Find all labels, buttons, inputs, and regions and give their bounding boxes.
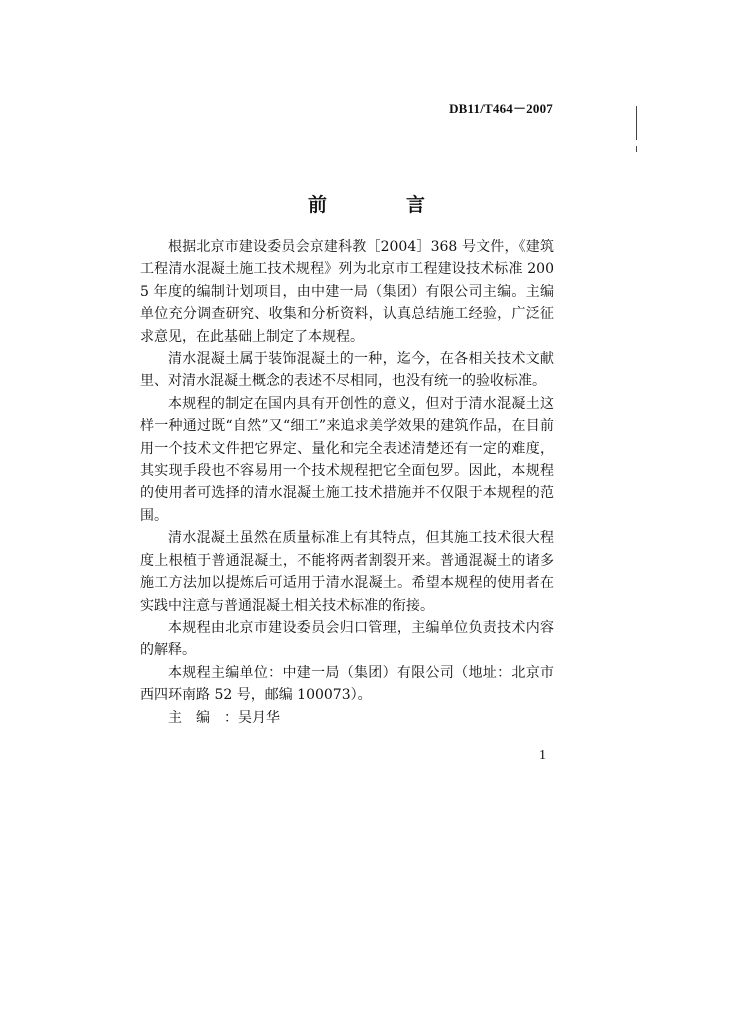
page-number: 1: [539, 748, 546, 763]
editor-separator: ：: [224, 709, 238, 726]
paragraph: 根据北京市建设委员会京建科教［2004］368 号文件，《建筑工程清水混凝土施工技术规程》列为北京市工程建设技术标准 2005 年度的编制计划项目，由中建一局（集团）有限公司主编。主编单位充分调查研究、收集和分析资料，认真总结施工经验，广泛征求意见，在此基础上制定了本规程。: [140, 239, 554, 345]
edge-mark: [636, 146, 637, 152]
page-title: 前 言: [307, 194, 455, 216]
editor-line: [140, 707, 554, 729]
paragraph: 清水混凝土属于装饰混凝土的一种，迄今，在各相关技术文献里、对清水混凝土概念的表述不尽相同，也没有统一的验收标准。: [140, 351, 554, 390]
document-code: DB11/T464－2007: [449, 101, 553, 116]
paragraph: 本规程主编单位：中建一局（集团）有限公司（地址：北京市西四环南路 52 号，邮编 100073）。: [140, 664, 554, 704]
paragraph: 本规程的制定在国内具有开创性的意义，但对于清水混凝土这样一种通过既“自然”又“细工”来追求美学效果的建筑作品，在目前用一个技术文件把它界定、量化和完全表述清楚还有一定的难度，其实现手段也不容易用一个技术规程把它全面包罗。因此，本规程的使用者可选择的清水混凝土施工技术措施并不仅限于本规程的范围。: [140, 395, 554, 524]
edge-mark: [636, 106, 637, 140]
editor-label: 主编: [168, 709, 224, 726]
body-text: [140, 236, 554, 729]
editor-name: 吴月华: [238, 709, 280, 726]
paragraph: 清水混凝土虽然在质量标准上有其特点，但其施工技术很大程度上根植于普通混凝土，不能将两者割裂开来。普通混凝土的诸多施工方法加以提炼后可适用于清水混凝土。希望本规程的使用者在实践中注意与普通混凝土相关技术标准的衔接。: [140, 530, 554, 614]
paragraph: 本规程由北京市建设委员会归口管理，主编单位负责技术内容的解释。: [140, 619, 554, 659]
